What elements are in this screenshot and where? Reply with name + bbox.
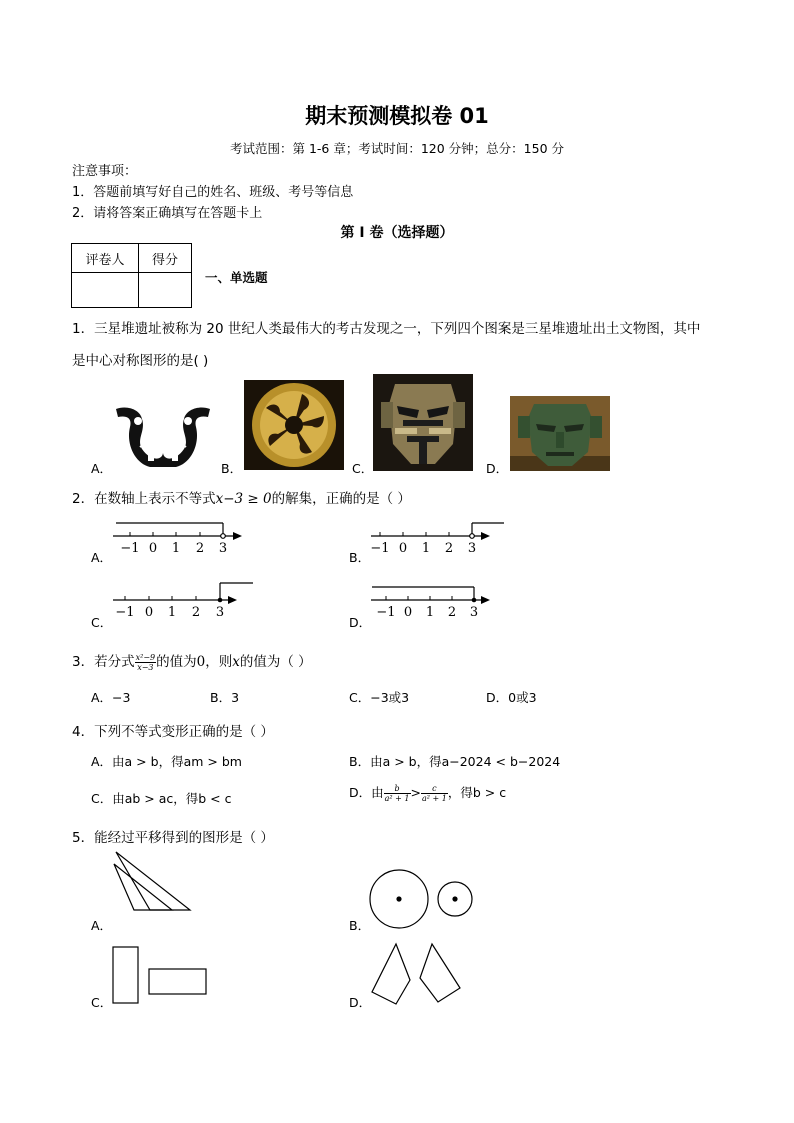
q2-stem-math: x−3 ≥ 0 bbox=[215, 491, 272, 507]
q4-option-b[interactable]: B．由a > b，得a−2024 < b−2024 bbox=[349, 754, 561, 769]
q3-fraction-numerator: x²−9 bbox=[135, 652, 156, 662]
score-table-header-grader: 评卷人 bbox=[72, 244, 139, 273]
q2-d-tick-label: 2 bbox=[447, 605, 457, 620]
q4-d-f1-denominator: a² + 1 bbox=[384, 794, 410, 803]
q2-numberline-c bbox=[108, 578, 258, 622]
q3-stem-pre: 3．若分式 bbox=[72, 654, 135, 670]
q2-b-tick-label: −1 bbox=[370, 541, 390, 556]
q4-d-f1-numerator: b bbox=[384, 784, 411, 794]
q3-var: x bbox=[232, 654, 240, 670]
q2-b-tick-label: 2 bbox=[444, 541, 454, 556]
score-table-header-score: 得分 bbox=[139, 244, 192, 273]
q3-stem-post: 的值为（ ） bbox=[239, 654, 312, 670]
q2-d-tick-label: 3 bbox=[469, 605, 479, 620]
q2-label-c: C． bbox=[91, 615, 113, 630]
q2-label-d: D． bbox=[349, 615, 372, 630]
q1-stem-line1: 1．三星堆遗址被称为 20 世纪人类最伟大的考古发现之一，下列四个图案是三星堆遗址出土文物图，其中 bbox=[72, 321, 701, 337]
q3-option-d[interactable]: D．0或3 bbox=[486, 690, 537, 705]
q3-option-a[interactable]: A．−3 bbox=[91, 690, 131, 705]
q2-c-tick-label: −1 bbox=[115, 605, 135, 620]
notes-heading: 注意事项： bbox=[72, 164, 138, 179]
q2-numberline-a bbox=[108, 514, 248, 558]
q2-d-tick-label: 0 bbox=[403, 605, 413, 620]
q2-stem-pre: 2．在数轴上表示不等式 bbox=[72, 491, 216, 507]
q2-c-tick-label: 0 bbox=[144, 605, 154, 620]
q2-d-tick-label: −1 bbox=[376, 605, 396, 620]
notes-item-2: 2．请将答案正确填写在答题卡上 bbox=[72, 206, 263, 221]
q5-label-d: D． bbox=[349, 995, 372, 1010]
q1-image-c-bronze-mask bbox=[373, 374, 473, 471]
q1-image-a-dragon-ornament bbox=[112, 403, 214, 470]
q1-image-d-bronze-head bbox=[510, 396, 610, 471]
page-title: 期末预测模拟卷 01 bbox=[305, 104, 489, 128]
q5-label-a: A． bbox=[91, 918, 113, 933]
q5-figure-b-circles bbox=[368, 868, 476, 930]
q3-option-c[interactable]: C．−3或3 bbox=[349, 690, 410, 705]
q4-option-d[interactable] bbox=[349, 783, 506, 803]
q3-option-b[interactable]: B．3 bbox=[210, 690, 240, 705]
q4-option-d-fraction-1 bbox=[384, 784, 411, 803]
score-table-cell-grader[interactable] bbox=[72, 273, 139, 308]
q3-stem-mid: 的值为 bbox=[156, 654, 197, 670]
q5-label-c: C． bbox=[91, 995, 113, 1010]
notes-item-1: 1．答题前填写好自己的姓名、班级、考号等信息 bbox=[72, 185, 354, 200]
q2-label-a: A． bbox=[91, 550, 113, 565]
q3-fraction-denominator: x−3 bbox=[137, 662, 154, 672]
q1-label-c: C． bbox=[352, 461, 374, 476]
q2-c-tick-label: 3 bbox=[215, 605, 225, 620]
q4-d-f2-denominator: a² + 1 bbox=[421, 794, 447, 803]
q1-stem-line2: 是中心对称图形的是( ) bbox=[72, 353, 209, 369]
q3-fraction bbox=[135, 653, 157, 672]
q2-label-b: B． bbox=[349, 550, 371, 565]
q3-stem bbox=[72, 650, 312, 672]
q2-d-tick-label: 1 bbox=[425, 605, 435, 620]
q2-stem-post: 的解集，正确的是（ ） bbox=[271, 491, 411, 507]
q1-label-b: B． bbox=[221, 461, 243, 476]
q4-option-a[interactable]: A．由a > b，得am > bm bbox=[91, 754, 242, 769]
q2-stem bbox=[72, 487, 411, 507]
q5-stem: 5．能经过平移得到的图形是（ ） bbox=[72, 830, 274, 846]
q1-label-a: A． bbox=[91, 461, 113, 476]
part-heading: 一、单选题 bbox=[205, 270, 268, 285]
exam-meta: 考试范围：第 1-6 章；考试时间：120 分钟；总分：150 分 bbox=[229, 141, 565, 156]
q5-label-b: B． bbox=[349, 918, 371, 933]
q2-a-tick-label: 0 bbox=[148, 541, 158, 556]
q2-numberline-b bbox=[366, 514, 506, 558]
q2-a-tick-label: −1 bbox=[120, 541, 140, 556]
q3-zero: 0 bbox=[196, 654, 206, 670]
q2-a-tick-label: 1 bbox=[171, 541, 181, 556]
score-table bbox=[71, 243, 192, 308]
q2-b-tick-label: 1 bbox=[421, 541, 431, 556]
q3-stem-mid2: ，则 bbox=[205, 654, 233, 670]
q4-option-c[interactable]: C．由ab > ac，得b < c bbox=[91, 791, 232, 806]
section-title: 第 I 卷（选择题） bbox=[340, 225, 454, 241]
q5-figure-a-triangles bbox=[108, 848, 198, 914]
q2-a-tick-label: 3 bbox=[218, 541, 228, 556]
q5-figure-c-rectangles bbox=[111, 945, 211, 1007]
q2-numberline-d bbox=[366, 578, 506, 622]
q4-option-d-gt: > bbox=[410, 785, 421, 800]
q1-image-b-gold-disc bbox=[244, 380, 344, 470]
q2-b-tick-label: 0 bbox=[398, 541, 408, 556]
q4-option-d-pre: D．由 bbox=[349, 785, 384, 800]
q2-a-tick-label: 2 bbox=[195, 541, 205, 556]
q5-figure-d-kites bbox=[368, 942, 464, 1008]
q4-d-f2-numerator: c bbox=[421, 784, 448, 794]
q2-c-tick-label: 2 bbox=[191, 605, 201, 620]
q4-option-d-post: ，得b > c bbox=[447, 785, 507, 800]
score-table-cell-score[interactable] bbox=[139, 273, 192, 308]
q4-stem: 4．下列不等式变形正确的是（ ） bbox=[72, 724, 274, 740]
q1-label-d: D． bbox=[486, 461, 509, 476]
q2-b-tick-label: 3 bbox=[467, 541, 477, 556]
q4-option-d-fraction-2 bbox=[421, 784, 448, 803]
q2-c-tick-label: 1 bbox=[167, 605, 177, 620]
